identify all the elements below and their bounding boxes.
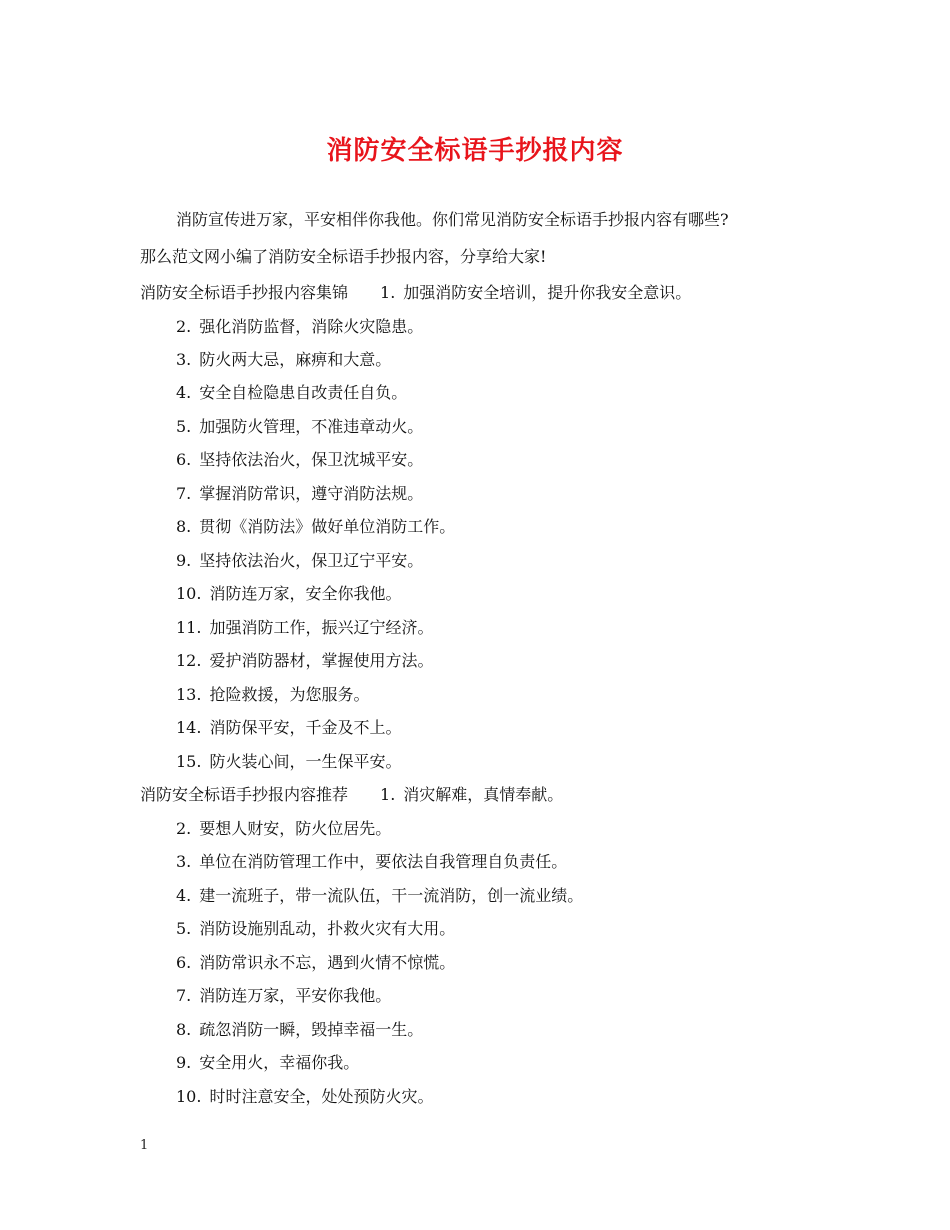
intro-line-1: 消防宣传进万家，平安相伴你我他。你们常见消防安全标语手抄报内容有哪些? bbox=[176, 210, 729, 229]
list-item-number: 8. bbox=[176, 1020, 192, 1039]
list-item bbox=[176, 383, 407, 403]
list-item-number: 12. bbox=[176, 651, 202, 670]
list-item-number: 1. bbox=[380, 283, 396, 302]
list-item-number: 11. bbox=[176, 618, 202, 637]
list-item-text: 消防常识永不忘，遇到火情不惊慌。 bbox=[199, 953, 456, 972]
list-item-number: 13. bbox=[176, 685, 202, 704]
section2-heading: 消防安全标语手抄报内容推荐 bbox=[140, 785, 349, 804]
list-item-number: 6. bbox=[176, 953, 192, 972]
list-item-number: 4. bbox=[176, 886, 192, 905]
list-item-text: 爱护消防器材，掌握使用方法。 bbox=[209, 651, 434, 670]
list-item-number: 4. bbox=[176, 383, 192, 402]
list-item-text: 消防连万家，安全你我他。 bbox=[209, 584, 402, 603]
list-item-text: 防火装心间，一生保平安。 bbox=[209, 752, 402, 771]
list-item bbox=[176, 986, 391, 1006]
list-item-number: 6. bbox=[176, 450, 192, 469]
list-item bbox=[176, 953, 455, 973]
list-item bbox=[176, 551, 423, 571]
list-item bbox=[176, 1087, 433, 1107]
list-item-number: 7. bbox=[176, 986, 192, 1005]
list-item-text: 坚持依法治火，保卫辽宁平安。 bbox=[199, 551, 424, 570]
list-item-number: 1. bbox=[380, 785, 396, 804]
list-item-number: 10. bbox=[176, 1087, 202, 1106]
list-item bbox=[176, 417, 423, 437]
section2-heading-line bbox=[140, 785, 563, 805]
list-item-text: 加强防火管理，不准违章动火。 bbox=[199, 417, 424, 436]
list-item bbox=[176, 886, 583, 906]
list-item bbox=[176, 450, 423, 470]
page-title: 消防安全标语手抄报内容 bbox=[326, 136, 624, 166]
list-item bbox=[176, 317, 423, 337]
list-item bbox=[176, 651, 433, 671]
list-item bbox=[176, 584, 401, 604]
list-item-text: 消防连万家，平安你我他。 bbox=[199, 986, 392, 1005]
list-item-text: 安全用火，幸福你我。 bbox=[199, 1053, 360, 1072]
list-item bbox=[176, 1053, 359, 1073]
list-item bbox=[176, 484, 423, 504]
list-item-number: 7. bbox=[176, 484, 192, 503]
list-item-text: 安全自检隐患自改责任自负。 bbox=[199, 383, 408, 402]
list-item-text: 加强消防工作，振兴辽宁经济。 bbox=[209, 618, 434, 637]
list-item-number: 14. bbox=[176, 718, 202, 737]
list-item-text: 建一流班子，带一流队伍，干一流消防，创一流业绩。 bbox=[199, 886, 584, 905]
list-item-number: 2. bbox=[176, 317, 192, 336]
list-item-text: 坚持依法治火，保卫沈城平安。 bbox=[199, 450, 424, 469]
list-item-text: 抢险救援，为您服务。 bbox=[209, 685, 370, 704]
list-item bbox=[176, 752, 401, 772]
list-item-text: 要想人财安，防火位居先。 bbox=[199, 819, 392, 838]
list-item bbox=[176, 718, 401, 738]
list-item-text: 掌握消防常识，遵守消防法规。 bbox=[199, 484, 424, 503]
list-item-text: 消灾解难，真情奉献。 bbox=[403, 785, 564, 804]
list-item-number: 5. bbox=[176, 919, 192, 938]
intro-line-2: 那么范文网小编了消防安全标语手抄报内容，分享给大家! bbox=[140, 247, 547, 266]
list-item bbox=[176, 819, 391, 839]
list-item-number: 9. bbox=[176, 1053, 192, 1072]
list-item-number: 15. bbox=[176, 752, 202, 771]
section1-heading-line bbox=[140, 283, 691, 303]
list-item-number: 10. bbox=[176, 584, 202, 603]
page-number: 1 bbox=[140, 1138, 149, 1153]
list-item-number: 9. bbox=[176, 551, 192, 570]
list-item bbox=[176, 618, 433, 638]
list-item-text: 单位在消防管理工作中，要依法自我管理自负责任。 bbox=[199, 852, 568, 871]
list-item bbox=[176, 919, 455, 939]
section1-heading: 消防安全标语手抄报内容集锦 bbox=[140, 283, 349, 302]
list-item bbox=[176, 1020, 423, 1040]
list-item-text: 疏忽消防一瞬，毁掉幸福一生。 bbox=[199, 1020, 424, 1039]
list-item bbox=[176, 517, 455, 537]
list-item bbox=[176, 852, 567, 872]
list-item-text: 加强消防安全培训，提升你我安全意识。 bbox=[403, 283, 692, 302]
list-item-text: 消防设施别乱动，扑救火灾有大用。 bbox=[199, 919, 456, 938]
list-item bbox=[176, 350, 391, 370]
list-item-number: 3. bbox=[176, 852, 192, 871]
list-item-text: 时时注意安全，处处预防火灾。 bbox=[209, 1087, 434, 1106]
list-item-number: 5. bbox=[176, 417, 192, 436]
list-item-text: 强化消防监督，消除火灾隐患。 bbox=[199, 317, 424, 336]
list-item bbox=[176, 685, 369, 705]
list-item-text: 贯彻《消防法》做好单位消防工作。 bbox=[199, 517, 456, 536]
list-item-text: 防火两大忌，麻痹和大意。 bbox=[199, 350, 392, 369]
list-item-text: 消防保平安，千金及不上。 bbox=[209, 718, 402, 737]
list-item-number: 2. bbox=[176, 819, 192, 838]
list-item-number: 3. bbox=[176, 350, 192, 369]
list-item-number: 8. bbox=[176, 517, 192, 536]
